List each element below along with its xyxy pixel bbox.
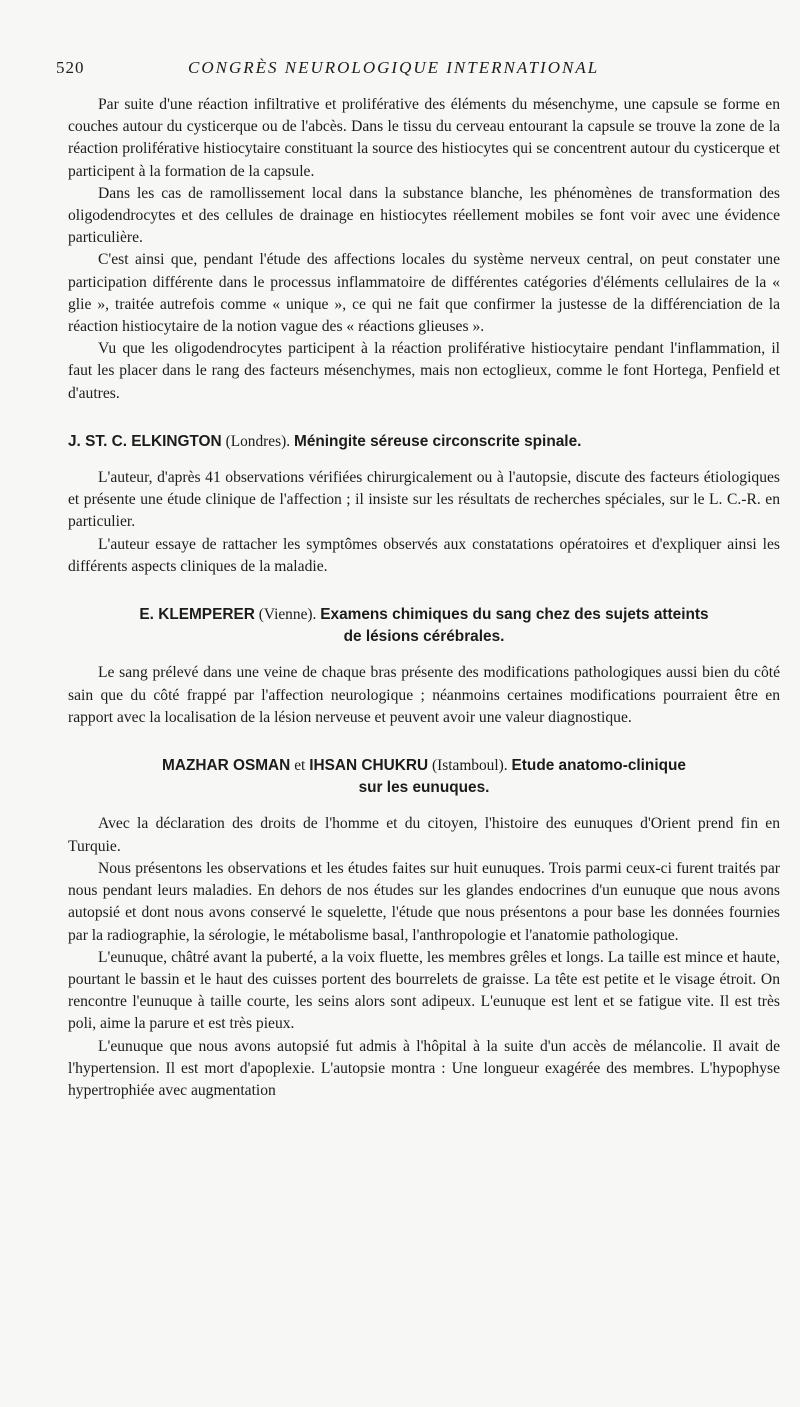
author-name: MAZHAR OSMAN [162,757,291,775]
abstract-title: Etude anatomo-clinique [511,757,686,775]
author-name: E. KLEMPERER [139,606,255,624]
document-page [56,46,780,1102]
abstract-title: Méningite séreuse circonscrite spinale. [294,432,582,450]
author-place: (Londres). [225,432,291,450]
body-paragraph: L'auteur, d'après 41 observations vérifiées chirurgicalement ou à l'autopsie, discute des facteurs étiologiques et présente une étude clinique de l'affection ; il insiste sur les résultats de recherches spéciales, sur le L. C.-R. en particulier. [68,469,780,531]
body-paragraph: Avec la déclaration des droits de l'homme et du citoyen, l'histoire des eunuques d'Orient prend fin en Turquie. [68,815,780,855]
abstract-osman-chukru [68,755,780,1102]
abstract-heading [68,431,780,453]
abstract-heading [60,604,788,648]
body-paragraph: Par suite d'une réaction infiltrative et proliférative des éléments du mésenchyme, une capsule se forme en couches autour du cysticerque ou de l'abcès. Dans le tissu du cerveau entourant la capsule se trouve la zone de la réaction proliférative histiocytaire constituant la source des histiocytes qui se concentrent autour du cysticerque et participent à la formation de la capsule. [68,96,780,180]
abstract-title-line2: sur les eunuques. [358,779,490,797]
abstract-title-line2: de lésions cérébrales. [343,628,505,646]
abstract-elkington [68,431,780,578]
author-name-second: IHSAN CHUKRU [309,757,429,775]
body-paragraph: L'eunuque, châtré avant la puberté, a la voix fluette, les membres grêles et longs. La taille est mince et haute, pourtant le bassin et le haut des cuisses portent des bourrelets de graisse. La tête est petite et le visage étroit. On rencontre l'eunuque à taille courte, les seins alors sont adipeux. L'eunuque est lent et se fatigue vite. Il est très poli, aime la parure et est très pieux. [68,948,780,1033]
running-title: CONGRÈS NEUROLOGIQUE INTERNATIONAL [188,58,600,77]
body-paragraph: Nous présentons les observations et les études faites sur huit eunuques. Trois parmi ceux-ci furent traités par nous pendant leurs maladies. En dehors de nos études sur les glandes endocrines d'un eunuque que nous avons autopsié et dont nous avons conservé le squelette, l'étude que nous présentons a pour base les données fournies par la radiographie, la sérologie, le métabolisme basal, l'anthropologie et l'anatomie pathologique. [68,859,780,944]
intro-section [68,94,780,405]
body-paragraph: Vu que les oligodendrocytes participent à la réaction proliférative histiocytaire pendant l'inflammation, il faut les placer dans le rang des facteurs mésenchymes, mais non ectoglieux, comme le font Hortega, Penfield et d'autres. [68,340,780,402]
body-paragraph: L'eunuque que nous avons autopsié fut admis à l'hôpital à la suite d'un accès de mélancolie. Il avait de l'hypertension. Il est mort d'apoplexie. L'autopsie montra : Une longueur exagérée des membres. L'hypophyse hypertrophiée avec augmentation [68,1037,780,1099]
abstract-heading [60,755,788,799]
page-number: 520 [56,58,85,77]
author-name: J. ST. C. ELKINGTON [68,432,222,450]
body-paragraph: C'est ainsi que, pendant l'étude des affections locales du système nerveux central, on peut constater une participation différente dans le processus inflammatoire de différentes catégories d'éléments cellulaires de la « glie », traitée autrefois comme « unique », ce qui ne fait que confirmer la justesse de la différenciation de la réaction histiocytaire de la notion vague des « réactions glieuses ». [68,251,780,336]
page-content [68,94,780,1102]
body-paragraph: Le sang prélevé dans une veine de chaque bras présente des modifications pathologiques aussi bien du côté sain que du côté frappé par l'affection neurologique ; néanmoins certaines modifications pourraient être en rapport avec la localisation de la lésion nerveuse et peuvent avoir une valeur diagnostique. [68,664,780,726]
abstract-title: Examens chimiques du sang chez des sujets atteints [320,606,709,624]
body-paragraph: L'auteur essaye de rattacher les symptômes observés aux constatations opératoires et d'expliquer ainsi les différents aspects cliniques de la maladie. [68,535,780,575]
body-paragraph: Dans les cas de ramollissement local dans la substance blanche, les phénomènes de transformation des oligodendrocytes et des cellules de drainage en histiocytes réellement mobiles se font voir avec une évidence particulière. [68,184,780,247]
author-place: (Vienne). [258,606,317,624]
running-header [56,46,780,77]
author-conjunction: et [294,757,306,775]
author-place: (Istamboul). [431,757,508,775]
abstract-klemperer [68,604,780,729]
